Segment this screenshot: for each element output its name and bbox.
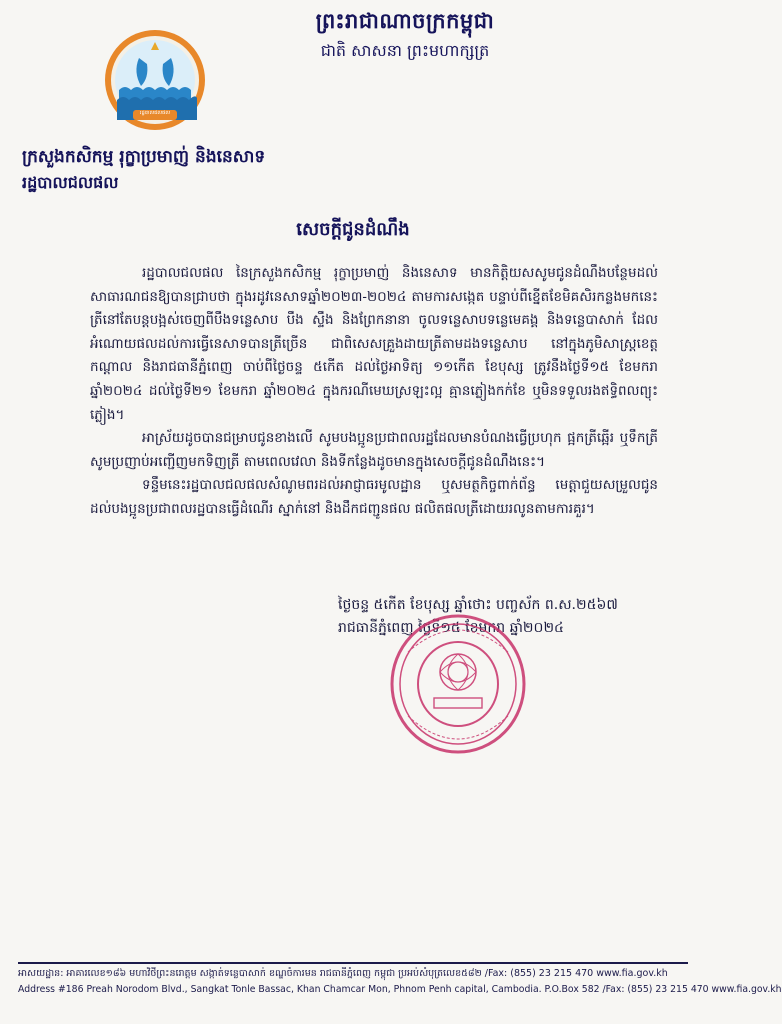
national-motto: ជាតិ សាសនា ព្រះមហាក្សត្រ: [320, 41, 490, 60]
body-paragraph-1: រដ្ឋបាលជលផល នៃក្រសួងកសិកម្ម រុក្ខាប្រមាញ់ និងនេសាទ មានកិត្តិយសសូមជូនដំណឹងបន្ថែមដល់សាធារណជនឱ្យបានជ្រាបថា ក្នុងរដូវនេសាទឆ្នាំ២០២៣-២០២៤ តាមការសង្កេត បន្ទាប់ពីខ្នើតខែមិគសិរកន្លងមកនេះ ត្រីនៅតែបន្តបង្អស់ចេញពីបឹងទន្លេសាប បឹង ស្ទឹង និងព្រែកនានា ចូលទន្លេសាបទន្លេមេគង្គ និងទន្លេបាសាក់ ដែលអំណោយផលដល់ការធ្វើនេសាទបានត្រីច្រើន ជាពិសេសគ្រួងដាយត្រីតាមដងទន្លេសាប នៅក្នុងភូមិសាស្ត្រខេត្តកណ្តាល និងរាជធានីភ្នំពេញ ចាប់ពីថ្ងៃចន្ទ ៥កើត ដល់ថ្ងៃអាទិត្យ ១១កើត ខែបុស្ស ត្រូវនឹងថ្ងៃទី១៥ ខែមករា ឆ្នាំ២០២៤ ដល់ថ្ងៃទី២១ ខែមករា ឆ្នាំ២០២៤ ក្នុងករណីមេឃស្រឡះល្អ គ្មានភ្លៀងកក់ខែ ឬមិនទទួលរងឥទ្ធិពលព្យុះភ្លៀង។: [90, 265, 658, 423]
logo-banner-text: រដ្ឋបាលជលផល: [139, 110, 171, 116]
notice-title: សេចក្តីជូនដំណឹង: [296, 219, 410, 240]
solar-date: រាជធានីភ្នំពេញ ថ្ងៃទី១៥ ខែមករា ឆ្នាំ២០២៤: [338, 620, 564, 636]
footer-divider: [18, 962, 688, 964]
lunar-date: ថ្ងៃចន្ទ ៥កើត ខែបុស្ស ឆ្នាំថោះ បញ្ចស័ក ព.ស.២៥៦៧: [338, 597, 618, 613]
notice-body: [90, 262, 658, 522]
body-paragraph-3: ទន្ទឹមនេះរដ្ឋបាលជលផលសំណូមពរដល់អាជ្ញាធរមូលដ្ឋាន ឬសមត្ថកិច្ចពាក់ព័ន្ធ មេត្តាជួយសម្រួលជូនដល់បងប្អូនប្រជាពលរដ្ឋបានធ្វើដំណើរ ស្នាក់នៅ និងដឹកជញ្ជូនផល ផលិតផលត្រីដោយរលូនតាមការគួរ។: [90, 477, 658, 517]
footer-address-khmer: អាសយដ្ឋាន: អាគារលេខ១៨៦ មហាវិថីព្រះនរោត្តម សង្កាត់ទន្លេបាសាក់ ខណ្ឌចំការមន រាជធានីភ្នំពេញ កម្ពុជា ប្រអប់សំបុត្រលេខ៥៨២ /Fax: (855) 23 215 470 www.fia.gov.kh: [18, 968, 668, 979]
ministry-name: ក្រសួងកសិកម្ម រុក្ខាប្រមាញ់ និងនេសាទ: [22, 147, 266, 167]
official-seal-stamp: [388, 612, 528, 756]
footer-address-english: Address #186 Preah Norodom Blvd., Sangkat Tonle Bassac, Khan Chamcar Mon, Phnom Penh capital, Cambodia. P.O.Box 582 /Fax: (855) 23 215 470 www.fia.gov.kh: [18, 984, 782, 995]
kingdom-heading: ព្រះរាជាណាចក្រកម្ពុជា: [315, 8, 495, 33]
body-paragraph-2: អាស្រ័យដូចបានជម្រាបជូនខាងលើ សូមបងប្អូនប្រជាពលរដ្ឋដែលមានបំណងធ្វើប្រហុក ផ្អកត្រីឆ្អើរ ឬទឹកត្រី សូមប្រញាប់អញ្ជើញមកទិញត្រី តាមពេលវេលា និងទីកន្លែងដូចមានក្នុងសេចក្តីជូនដំណឹងនេះ។: [90, 430, 658, 470]
department-name: រដ្ឋបាលជលផល: [22, 173, 119, 192]
